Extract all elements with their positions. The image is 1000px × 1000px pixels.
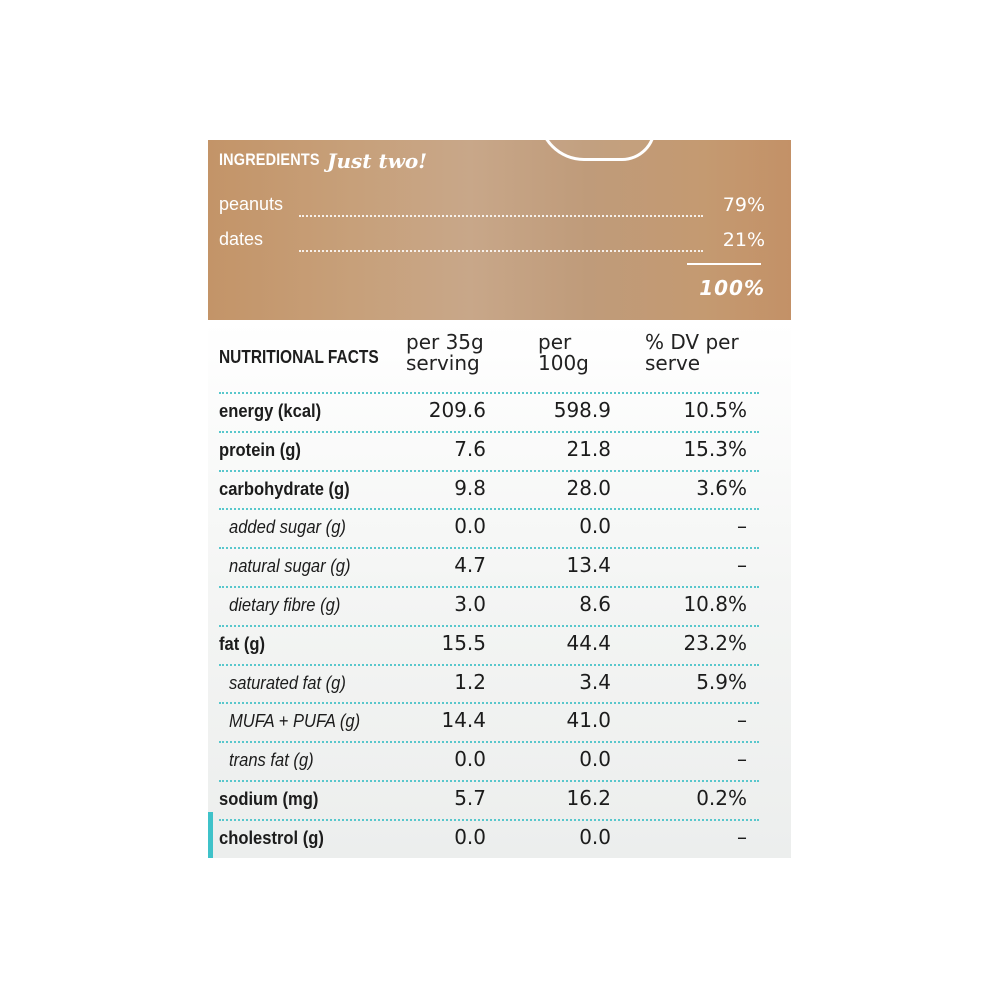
- dotted-divider: [219, 664, 759, 666]
- value-per-serving: 3.0: [454, 592, 486, 616]
- nutrient-name: saturated fat (g): [229, 672, 346, 693]
- dotted-divider: [219, 819, 759, 821]
- dotted-divider: [219, 470, 759, 472]
- dotted-leader: [299, 250, 703, 252]
- column-header-per-100g: per 100g: [538, 330, 589, 375]
- dotted-divider: [219, 508, 759, 510]
- value-per-100g: 21.8: [566, 436, 611, 461]
- value-per-100g: 8.6: [579, 592, 611, 616]
- table-row: [208, 625, 791, 664]
- ingredient-row: [219, 229, 765, 259]
- value-per-100g: 0.0: [579, 824, 611, 849]
- ingredient-percent: 79%: [722, 194, 765, 216]
- table-row: [208, 664, 791, 703]
- value-dv: –: [737, 747, 747, 772]
- table-row: [208, 547, 791, 586]
- value-dv: 10.8%: [683, 592, 747, 616]
- column-header-dv: % DV per serve: [645, 330, 739, 375]
- value-per-100g: 3.4: [579, 669, 611, 694]
- value-dv: 3.6%: [696, 475, 747, 500]
- nutrient-name: trans fat (g): [229, 750, 314, 771]
- dotted-divider: [219, 392, 759, 394]
- table-row: [208, 392, 791, 431]
- table-row: [208, 741, 791, 780]
- value-per-serving: 5.7: [454, 786, 486, 810]
- value-per-serving: 15.5: [441, 630, 486, 655]
- table-row: [208, 780, 791, 819]
- dotted-leader: [299, 215, 703, 217]
- nutrient-name: cholestrol (g): [219, 827, 324, 848]
- table-row: [208, 702, 791, 741]
- dotted-divider: [219, 625, 759, 627]
- nutrition-title: NUTRITIONAL FACTS: [219, 347, 379, 367]
- ingredient-name: peanuts: [219, 194, 284, 214]
- value-per-100g: 16.2: [566, 786, 611, 810]
- nutrient-name: dietary fibre (g): [229, 595, 341, 615]
- value-dv: –: [737, 708, 747, 733]
- value-per-serving: 1.2: [454, 669, 486, 694]
- nutrient-name: energy (kcal): [219, 401, 322, 421]
- value-per-serving: 0.0: [454, 747, 486, 772]
- value-per-100g: 598.9: [553, 398, 611, 422]
- decorative-outline-shape: [538, 140, 656, 161]
- value-per-100g: 0.0: [579, 514, 611, 539]
- value-dv: 5.9%: [696, 669, 747, 694]
- table-row: [208, 431, 791, 470]
- ingredient-name: dates: [219, 229, 264, 249]
- value-per-serving: 209.6: [428, 398, 486, 422]
- value-dv: 23.2%: [683, 630, 747, 655]
- nutrient-name: carbohydrate (g): [219, 478, 350, 499]
- value-per-serving: 4.7: [454, 553, 486, 578]
- dotted-divider: [219, 780, 759, 782]
- dotted-divider: [219, 547, 759, 549]
- total-rule: [687, 263, 761, 265]
- nutrient-name: natural sugar (g): [229, 556, 351, 577]
- nutrient-name: added sugar (g): [229, 517, 346, 538]
- value-per-serving: 7.6: [454, 436, 486, 461]
- value-per-100g: 41.0: [566, 708, 611, 733]
- table-row: [208, 819, 791, 858]
- table-row: [208, 508, 791, 547]
- value-dv: –: [737, 553, 747, 578]
- ingredient-percent: 21%: [722, 229, 765, 251]
- nutrient-name: MUFA + PUFA (g): [229, 711, 361, 732]
- value-per-100g: 28.0: [566, 475, 611, 500]
- ingredients-heading: [219, 149, 428, 173]
- value-per-serving: 9.8: [454, 475, 486, 500]
- nutrient-name: sodium (mg): [219, 789, 319, 809]
- dotted-divider: [219, 586, 759, 588]
- dotted-divider: [219, 431, 759, 433]
- value-per-100g: 44.4: [566, 630, 611, 655]
- table-row: [208, 586, 791, 625]
- nutrition-label: [208, 140, 791, 858]
- ingredient-row: [219, 194, 765, 224]
- value-per-100g: 13.4: [566, 553, 611, 578]
- nutrient-name: protein (g): [219, 439, 301, 460]
- column-header-per-serving: per 35g serving: [406, 330, 484, 375]
- value-per-serving: 14.4: [441, 708, 486, 733]
- dotted-divider: [219, 741, 759, 743]
- value-dv: 10.5%: [683, 398, 747, 422]
- value-dv: –: [737, 514, 747, 539]
- value-dv: 0.2%: [696, 786, 747, 810]
- ingredients-total: 100%: [699, 276, 765, 300]
- value-dv: 15.3%: [683, 436, 747, 461]
- value-dv: –: [737, 824, 747, 849]
- table-row: [208, 470, 791, 509]
- value-per-100g: 0.0: [579, 747, 611, 772]
- ingredients-title: INGREDIENTS: [219, 150, 320, 169]
- nutrient-name: fat (g): [219, 633, 265, 654]
- value-per-serving: 0.0: [454, 824, 486, 849]
- table-header: [208, 332, 791, 384]
- ingredients-tagline: Just two!: [327, 149, 428, 173]
- value-per-serving: 0.0: [454, 514, 486, 539]
- nutrition-table: [208, 320, 791, 858]
- dotted-divider: [219, 702, 759, 704]
